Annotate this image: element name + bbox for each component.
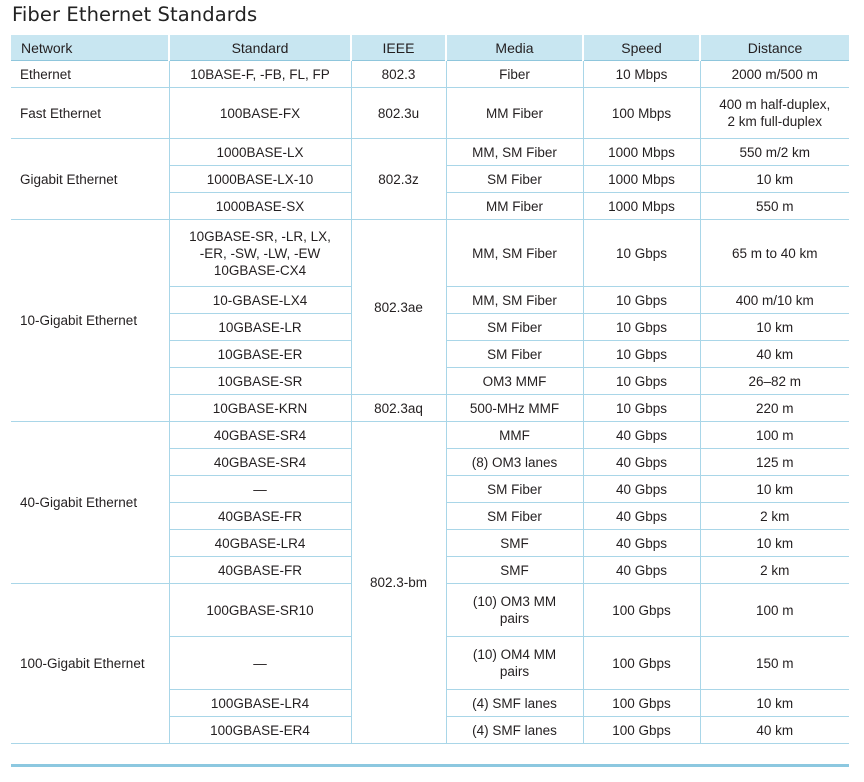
- speed-cell: 1000 Mbps: [583, 193, 700, 220]
- standard-cell: 10BASE-F, -FB, FL, FP: [169, 61, 351, 88]
- media-cell: (4) SMF lanes: [446, 690, 583, 717]
- media-cell: MMF: [446, 422, 583, 449]
- media-cell: MM, SM Fiber: [446, 220, 583, 287]
- speed-cell: 40 Gbps: [583, 476, 700, 503]
- standard-cell: 40GBASE-LR4: [169, 530, 351, 557]
- standard-cell: 10GBASE-SR, -LR, LX, -ER, -SW, -LW, -EW 10GBASE-CX4: [169, 220, 351, 287]
- page-title: Fiber Ethernet Standards: [12, 3, 258, 26]
- distance-cell: 150 m: [700, 637, 849, 690]
- table-row: [11, 220, 849, 287]
- distance-cell: 125 m: [700, 449, 849, 476]
- header-standard: Standard: [169, 34, 351, 61]
- speed-cell: 40 Gbps: [583, 557, 700, 584]
- speed-cell: 10 Mbps: [583, 61, 700, 88]
- distance-cell: 65 m to 40 km: [700, 220, 849, 287]
- speed-cell: 1000 Mbps: [583, 139, 700, 166]
- standard-cell: 10-GBASE-LX4: [169, 287, 351, 314]
- speed-cell: 100 Gbps: [583, 584, 700, 637]
- distance-cell: 400 m half-duplex, 2 km full-duplex: [700, 88, 849, 139]
- header-network: Network: [11, 34, 169, 61]
- speed-cell: 10 Gbps: [583, 287, 700, 314]
- network-cell: Ethernet: [11, 61, 169, 88]
- standard-cell: 40GBASE-FR: [169, 557, 351, 584]
- table-row: [11, 88, 849, 139]
- media-cell: (4) SMF lanes: [446, 717, 583, 744]
- speed-cell: 10 Gbps: [583, 395, 700, 422]
- standard-cell: 40GBASE-SR4: [169, 449, 351, 476]
- network-cell: Fast Ethernet: [11, 88, 169, 139]
- standard-cell: 10GBASE-LR: [169, 314, 351, 341]
- ieee-cell: 802.3z: [351, 139, 446, 220]
- media-cell: OM3 MMF: [446, 368, 583, 395]
- table-row: [11, 61, 849, 88]
- standard-cell: 100BASE-FX: [169, 88, 351, 139]
- distance-cell: 10 km: [700, 314, 849, 341]
- media-cell: MM Fiber: [446, 88, 583, 139]
- table-row: [11, 139, 849, 166]
- network-cell: Gigabit Ethernet: [11, 139, 169, 220]
- standard-cell: 10GBASE-ER: [169, 341, 351, 368]
- distance-cell: 220 m: [700, 395, 849, 422]
- standard-cell: 40GBASE-FR: [169, 503, 351, 530]
- speed-cell: 100 Gbps: [583, 717, 700, 744]
- ieee-cell: 802.3: [351, 61, 446, 88]
- table-bottom-rule: [11, 764, 849, 767]
- speed-cell: 1000 Mbps: [583, 166, 700, 193]
- speed-cell: 10 Gbps: [583, 314, 700, 341]
- ieee-cell: 802.3ae: [351, 220, 446, 395]
- fiber-standards-table: [11, 33, 849, 744]
- distance-cell: 550 m: [700, 193, 849, 220]
- distance-cell: 40 km: [700, 341, 849, 368]
- header-speed: Speed: [583, 34, 700, 61]
- distance-cell: 550 m/2 km: [700, 139, 849, 166]
- media-cell: SM Fiber: [446, 503, 583, 530]
- speed-cell: 100 Gbps: [583, 637, 700, 690]
- speed-cell: 40 Gbps: [583, 530, 700, 557]
- standard-cell: —: [169, 476, 351, 503]
- distance-cell: 100 m: [700, 584, 849, 637]
- media-cell: SMF: [446, 557, 583, 584]
- media-cell: (8) OM3 lanes: [446, 449, 583, 476]
- standard-cell: 10GBASE-KRN: [169, 395, 351, 422]
- media-cell: SM Fiber: [446, 314, 583, 341]
- media-cell: Fiber: [446, 61, 583, 88]
- media-cell: MM Fiber: [446, 193, 583, 220]
- distance-cell: 10 km: [700, 530, 849, 557]
- distance-cell: 2000 m/500 m: [700, 61, 849, 88]
- standard-cell: 100GBASE-SR10: [169, 584, 351, 637]
- media-cell: 500-MHz MMF: [446, 395, 583, 422]
- speed-cell: 100 Mbps: [583, 88, 700, 139]
- media-cell: (10) OM4 MM pairs: [446, 637, 583, 690]
- distance-cell: 100 m: [700, 422, 849, 449]
- header-media: Media: [446, 34, 583, 61]
- speed-cell: 40 Gbps: [583, 449, 700, 476]
- distance-cell: 2 km: [700, 557, 849, 584]
- standard-cell: 10GBASE-SR: [169, 368, 351, 395]
- media-cell: MM, SM Fiber: [446, 287, 583, 314]
- network-cell: 10-Gigabit Ethernet: [11, 220, 169, 422]
- standard-cell: 1000BASE-LX-10: [169, 166, 351, 193]
- standard-cell: 1000BASE-SX: [169, 193, 351, 220]
- distance-cell: 40 km: [700, 717, 849, 744]
- standard-cell: 1000BASE-LX: [169, 139, 351, 166]
- header-distance: Distance: [700, 34, 849, 61]
- standard-cell: —: [169, 637, 351, 690]
- media-cell: SM Fiber: [446, 341, 583, 368]
- media-cell: (10) OM3 MM pairs: [446, 584, 583, 637]
- media-cell: SMF: [446, 530, 583, 557]
- speed-cell: 100 Gbps: [583, 690, 700, 717]
- distance-cell: 10 km: [700, 690, 849, 717]
- ieee-cell: 802.3u: [351, 88, 446, 139]
- speed-cell: 10 Gbps: [583, 368, 700, 395]
- table-row: [11, 422, 849, 449]
- speed-cell: 10 Gbps: [583, 341, 700, 368]
- distance-cell: 26–82 m: [700, 368, 849, 395]
- network-cell: 40-Gigabit Ethernet: [11, 422, 169, 584]
- media-cell: MM, SM Fiber: [446, 139, 583, 166]
- header-ieee: IEEE: [351, 34, 446, 61]
- media-cell: SM Fiber: [446, 166, 583, 193]
- distance-cell: 10 km: [700, 166, 849, 193]
- network-cell: 100-Gigabit Ethernet: [11, 584, 169, 744]
- standard-cell: 100GBASE-ER4: [169, 717, 351, 744]
- ieee-cell: 802.3-bm: [351, 422, 446, 744]
- distance-cell: 10 km: [700, 476, 849, 503]
- speed-cell: 40 Gbps: [583, 503, 700, 530]
- distance-cell: 2 km: [700, 503, 849, 530]
- standard-cell: 40GBASE-SR4: [169, 422, 351, 449]
- header-row: [11, 34, 849, 61]
- ieee-cell: 802.3aq: [351, 395, 446, 422]
- speed-cell: 10 Gbps: [583, 220, 700, 287]
- speed-cell: 40 Gbps: [583, 422, 700, 449]
- distance-cell: 400 m/10 km: [700, 287, 849, 314]
- media-cell: SM Fiber: [446, 476, 583, 503]
- standard-cell: 100GBASE-LR4: [169, 690, 351, 717]
